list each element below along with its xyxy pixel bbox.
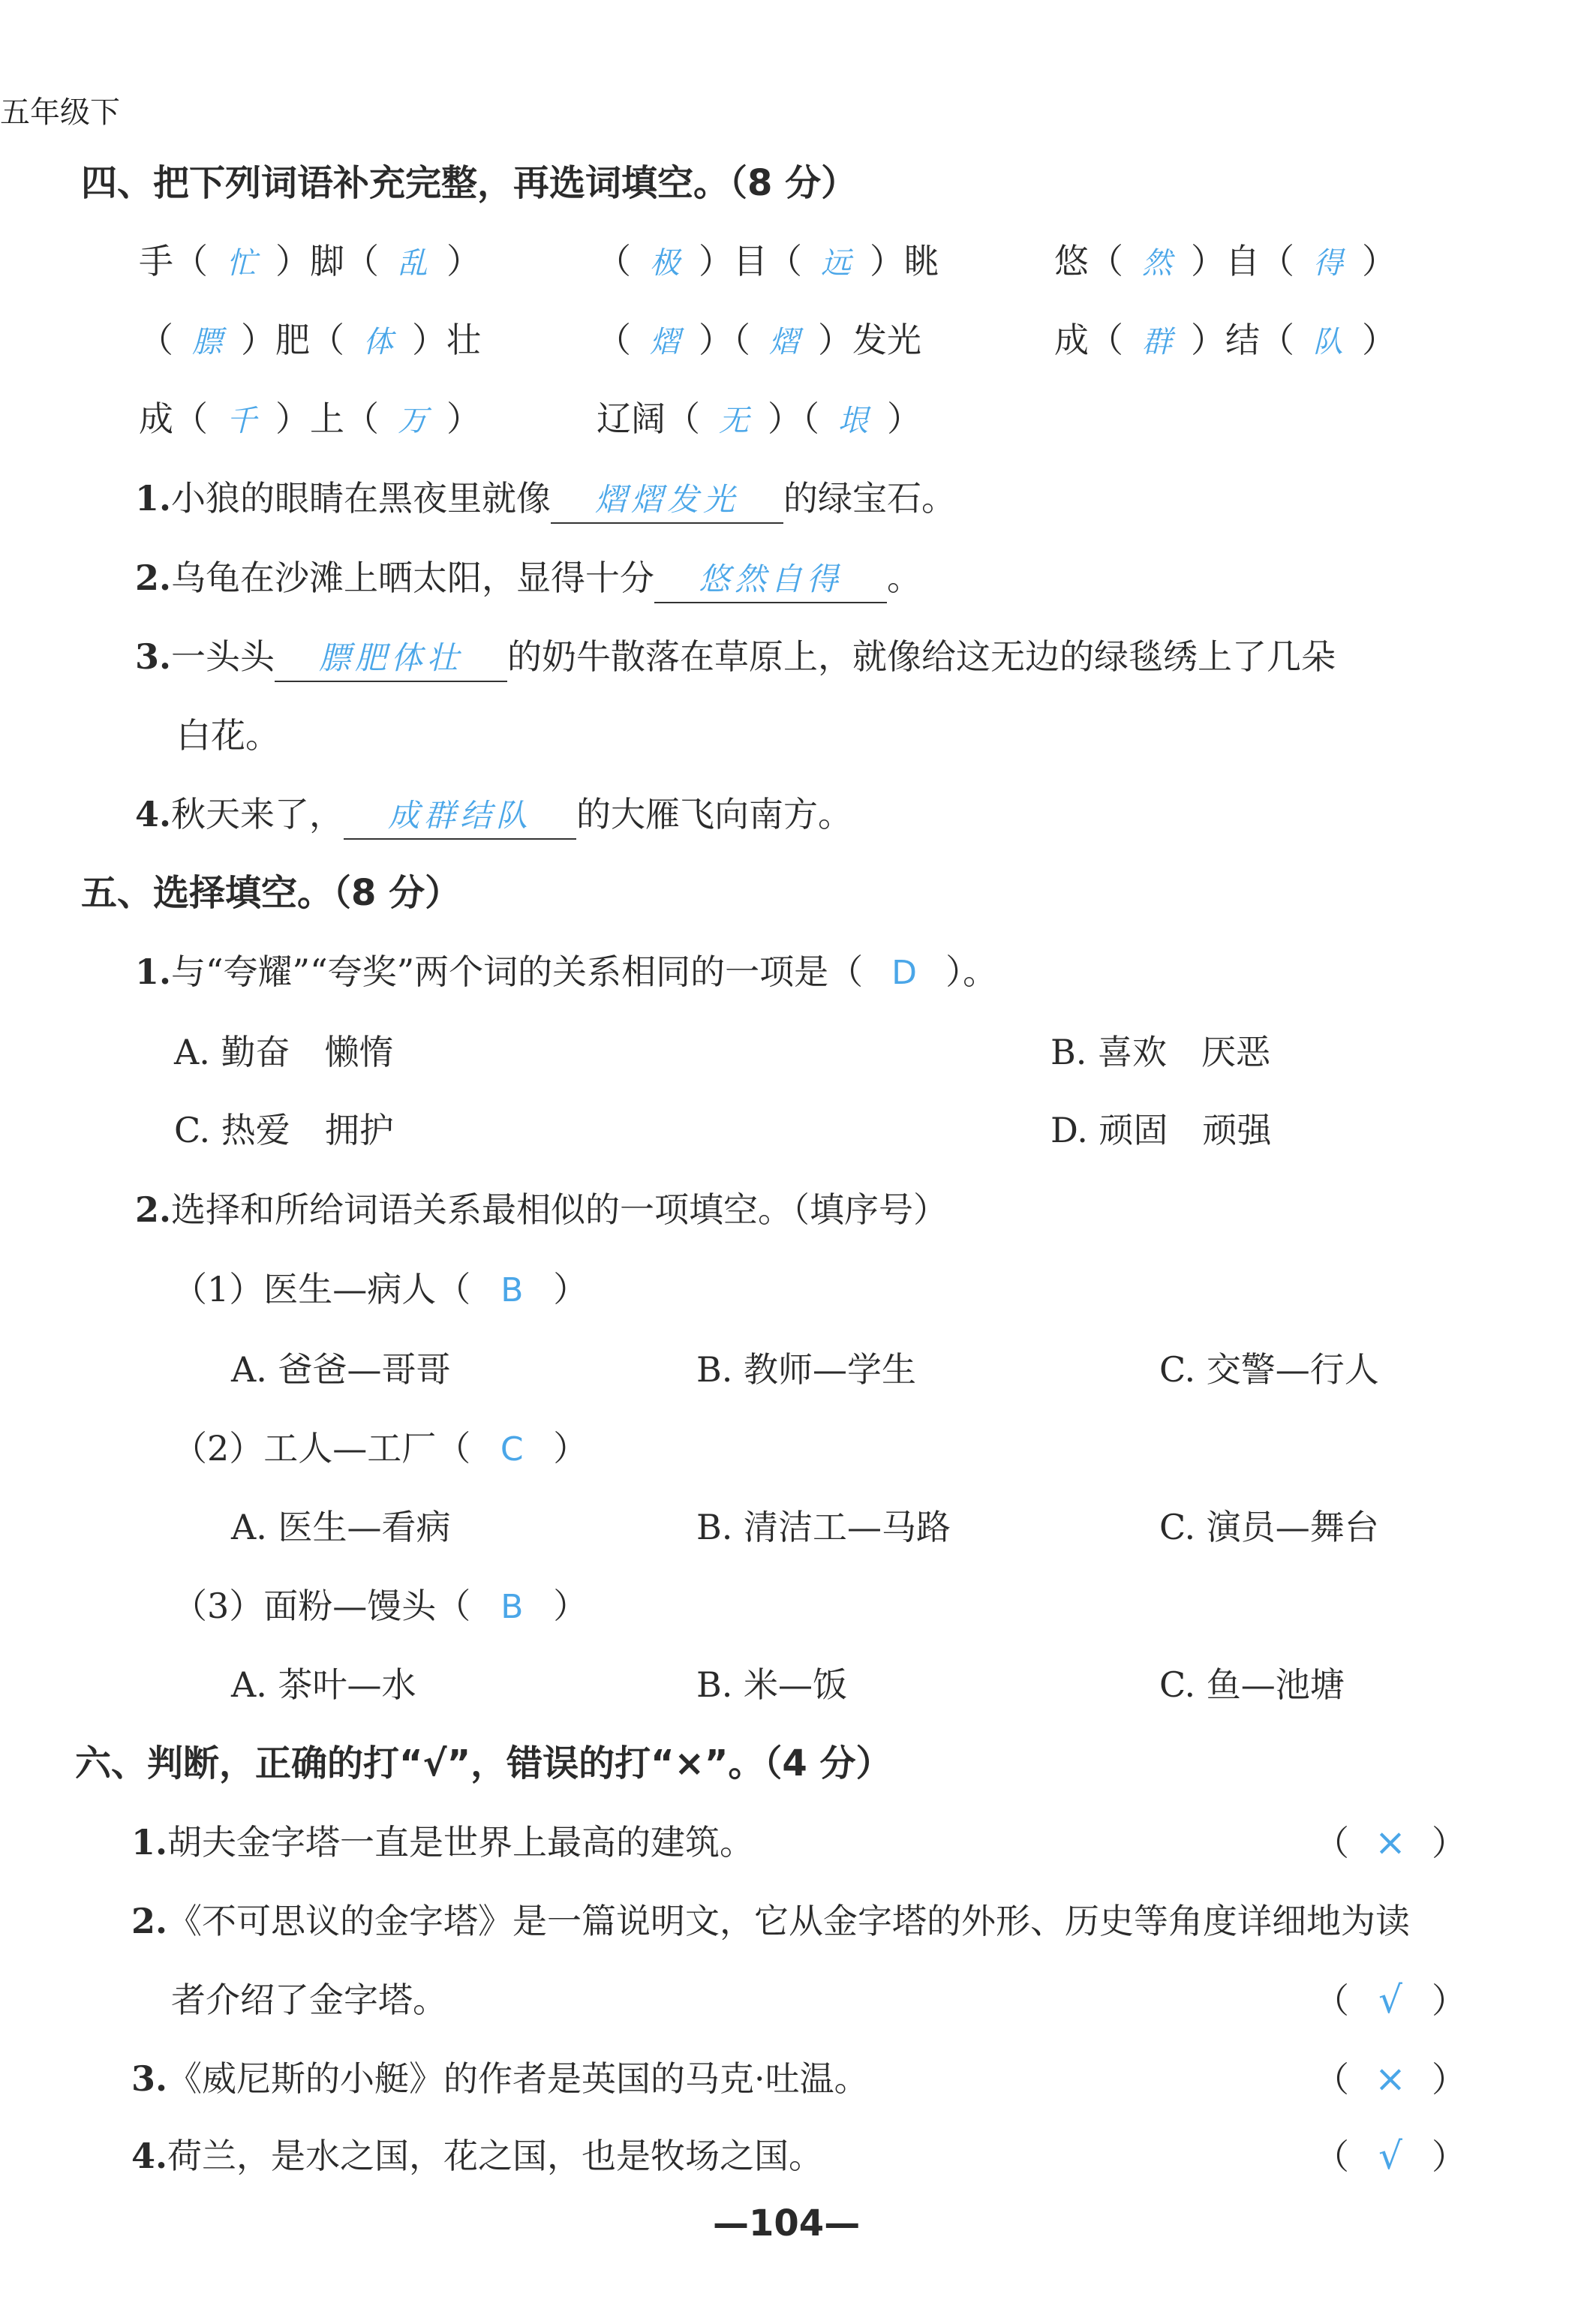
answer-text: 极: [650, 246, 680, 281]
option-a: A. 爸爸—哥哥: [231, 1349, 451, 1390]
word-item: 成（ 群 ）结（ 队 ）: [1054, 317, 1396, 365]
answer-text: 得: [1313, 246, 1343, 281]
question-4-3-continued: 白花。: [176, 715, 280, 756]
answer-text: 无: [719, 404, 749, 438]
answer-text: B: [500, 1271, 524, 1309]
check-mark-icon: √: [1378, 2134, 1402, 2178]
answer-text: 万: [398, 404, 428, 438]
option-b: B. 喜欢 厌恶: [1050, 1032, 1271, 1072]
word-item: 辽阔（ 无 ）（ 垠 ）: [597, 396, 921, 443]
judge-question-2: 2.《不可思议的金字塔》是一篇说明文，它从金字塔的外形、历史等角度详细地为读: [131, 1901, 1411, 1941]
cross-mark-icon: ×: [1375, 2057, 1406, 2100]
judge-answer-3[interactable]: （ × ）: [1315, 2057, 1466, 2100]
answer-blank[interactable]: 熠熠发光: [551, 476, 783, 524]
answer-blank[interactable]: 成群结队: [344, 792, 576, 840]
answer-text: 乱: [398, 246, 428, 281]
judge-answer-1[interactable]: （ × ）: [1315, 1820, 1466, 1864]
answer-text: 然: [1142, 246, 1172, 281]
question-4-4: 4.秋天来了， 成群结队 的大雁飞向南方。: [135, 792, 852, 840]
word-item: （ 膘 ）肥（ 体 ）壮: [139, 317, 481, 365]
question-4-1: 1.小狼的眼睛在黑夜里就像 熠熠发光 的绿宝石。: [135, 476, 956, 524]
question-5-1: 1.与“夸耀”“夸奖”两个词的关系相同的一项是（ D ）。: [135, 949, 997, 996]
option-c: C. 交警—行人: [1159, 1349, 1379, 1390]
question-4-2: 2.乌龟在沙滩上晒太阳，显得十分 悠然自得 。: [135, 555, 921, 603]
judge-question-1: 1.胡夫金字塔一直是世界上最高的建筑。: [131, 1822, 755, 1863]
answer-text: 熠: [769, 325, 799, 359]
sub-question-2: （2）工人—工厂（ C ）: [173, 1426, 588, 1472]
answer-blank[interactable]: 膘肥体壮: [275, 634, 507, 682]
answer-text: 膘: [192, 325, 222, 359]
option-d: D. 顽固 顽强: [1050, 1110, 1272, 1150]
grade-label: 五年级下: [0, 95, 120, 130]
answer-text: D: [891, 954, 918, 992]
answer-text: 队: [1313, 325, 1343, 359]
judge-question-4: 4.荷兰，是水之国，花之国，也是牧场之国。: [131, 2136, 824, 2176]
option-c: C. 鱼—池塘: [1159, 1664, 1345, 1705]
answer-text: C: [500, 1430, 524, 1469]
answer-text: 远: [821, 246, 851, 281]
section-5-title: 五、选择填空。（8 分）: [81, 872, 461, 914]
answer-text: 忙: [227, 246, 257, 281]
word-item: 成（ 千 ）上（ 万 ）: [139, 396, 481, 443]
judge-answer-4[interactable]: （ √ ）: [1315, 2134, 1466, 2178]
sub-question-3: （3）面粉—馒头（ B ）: [173, 1583, 588, 1630]
option-b: B. 清洁工—马路: [696, 1507, 951, 1547]
question-4-3: 3.一头头 膘肥体壮 的奶牛散落在草原上，就像给这无边的绿毯绣上了几朵: [135, 634, 1336, 682]
judge-answer-2[interactable]: （ √ ）: [1315, 1978, 1466, 2022]
option-a: A. 医生—看病: [231, 1507, 451, 1547]
word-item: （ 极 ）目（ 远 ）眺: [597, 239, 939, 286]
option-c: C. 热爱 拥护: [174, 1110, 394, 1150]
option-a: A. 勤奋 懒惰: [174, 1032, 394, 1072]
word-item: 悠（ 然 ）自（ 得 ）: [1054, 239, 1396, 286]
cross-mark-icon: ×: [1375, 1820, 1406, 1864]
answer-text: 熠: [650, 325, 680, 359]
answer-text: 千: [227, 404, 257, 438]
word-item: 手（ 忙 ）脚（ 乱 ）: [139, 239, 481, 286]
section-4-title: 四、把下列词语补充完整，再选词填空。（8 分）: [81, 162, 858, 204]
section-6-title: 六、判断，正确的打“√”，错误的打“×”。（4 分）: [75, 1742, 892, 1784]
answer-text: 群: [1142, 325, 1172, 359]
option-a: A. 茶叶—水: [231, 1664, 416, 1705]
word-item: （ 熠 ）（ 熠 ）发光: [597, 317, 921, 365]
answer-text: 体: [363, 325, 393, 359]
page-number: —104—: [713, 2202, 861, 2244]
question-5-2: 2.选择和所给词语关系最相似的一项填空。（填序号）: [135, 1189, 948, 1230]
option-b: B. 米—饭: [696, 1664, 848, 1705]
answer-text: B: [500, 1588, 524, 1626]
judge-question-2-continued: 者介绍了金字塔。: [171, 1980, 447, 2020]
sub-question-1: （1）医生—病人（ B ）: [173, 1267, 588, 1313]
judge-question-3: 3.《威尼斯的小艇》的作者是英国的马克·吐温。: [131, 2058, 869, 2099]
option-b: B. 教师—学生: [696, 1349, 917, 1390]
answer-blank[interactable]: 悠然自得: [654, 555, 887, 603]
answer-text: 垠: [838, 404, 868, 438]
option-c: C. 演员—舞台: [1159, 1507, 1379, 1547]
check-mark-icon: √: [1378, 1978, 1402, 2022]
